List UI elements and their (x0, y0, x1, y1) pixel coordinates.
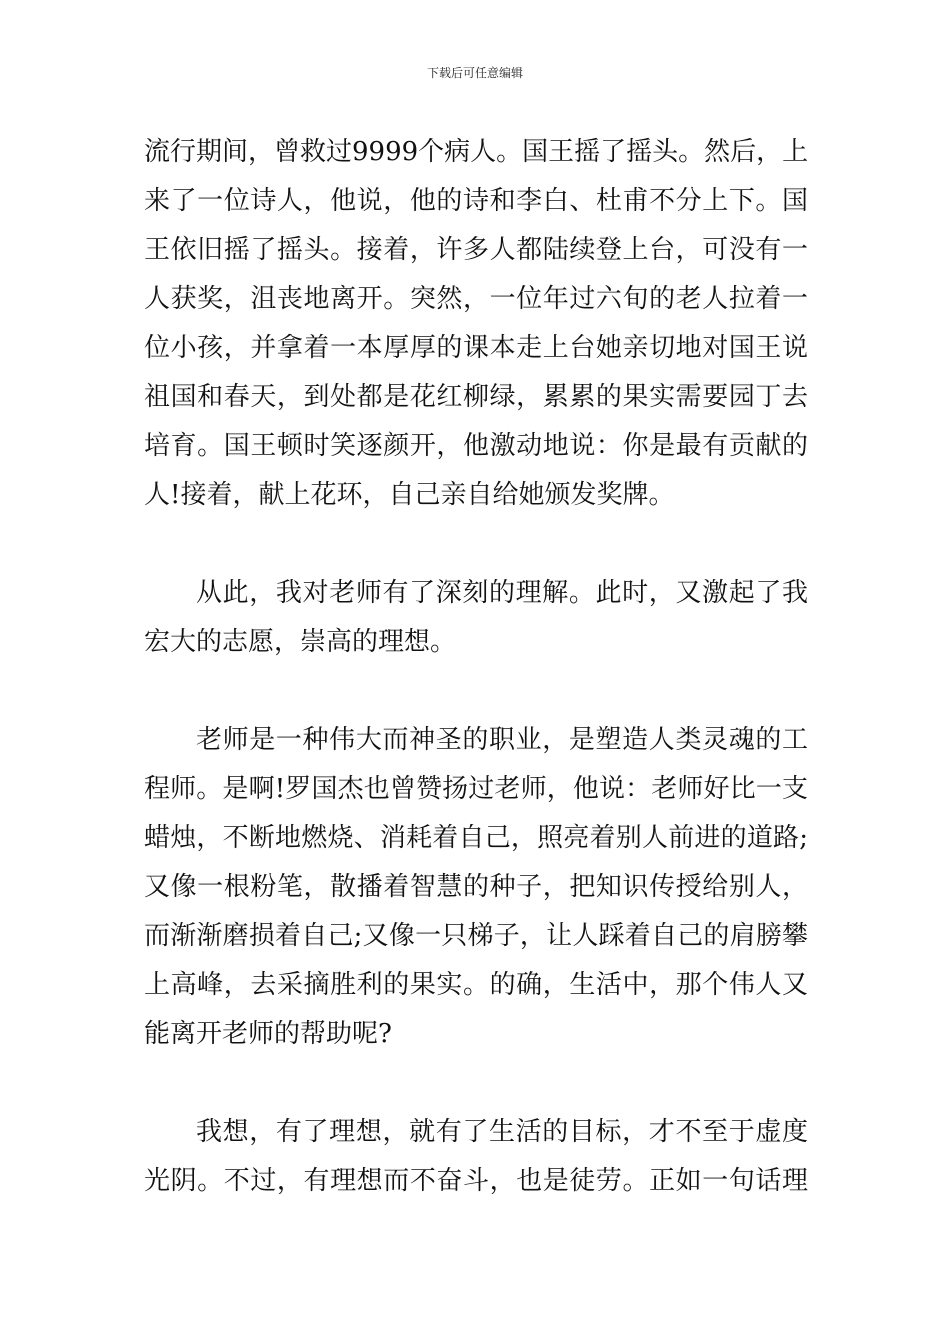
paragraph (144, 716, 808, 1059)
text-line: 老师是一种伟大而神圣的职业，是塑造人类灵魂的工 (196, 725, 808, 755)
text-line: 能离开老师的帮助呢? (144, 1019, 392, 1049)
text-line: 来了一位诗人，他说，他的诗和李白、杜甫不分上下。国 (144, 186, 808, 216)
document-body (144, 128, 808, 1206)
text-line: 我想，有了理想，就有了生活的目标，才不至于虚度 (196, 1117, 808, 1147)
page-header: 下载后可任意编辑 (426, 66, 523, 80)
text-line: 宏大的志愿，崇高的理想。 (144, 627, 457, 657)
paragraph (144, 569, 808, 667)
text-line: 祖国和春天，到处都是花红柳绿，累累的果实需要园丁去 (144, 382, 808, 412)
text-line: 王依旧摇了摇头。接着，许多人都陆续登上台，可没有一 (144, 235, 808, 265)
text-line: 光阴。不过，有理想而不奋斗，也是徒劳。正如一句话理 (144, 1166, 808, 1196)
text-line: 而渐渐磨损着自己;又像一只梯子，让人踩着自己的肩膀攀 (144, 921, 808, 951)
text-line: 上高峰，去采摘胜利的果实。的确，生活中，那个伟人又 (144, 970, 808, 1000)
text-line: 位小孩，并拿着一本厚厚的课本走上台她亲切地对国王说 (144, 333, 808, 363)
text-line: 又像一根粉笔，散播着智慧的种子，把知识传授给别人， (144, 872, 808, 902)
paragraph (144, 1108, 808, 1206)
paragraph (144, 128, 808, 520)
paragraph-spacer (144, 520, 808, 569)
text-line: 培育。国王顿时笑逐颜开，他激动地说：你是最有贡献的 (144, 431, 808, 461)
text-line: 人!接着，献上花环，自己亲自给她颁发奖牌。 (144, 480, 675, 510)
text-line: 蜡烛，不断地燃烧、消耗着自己，照亮着别人前进的道路; (144, 823, 808, 853)
text-line: 从此，我对老师有了深刻的理解。此时，又激起了我 (196, 578, 808, 608)
text-line: 流行期间，曾救过9999个病人。国王摇了摇头。然后，上 (144, 137, 809, 167)
paragraph-spacer (144, 1059, 808, 1108)
text-line: 程师。是啊!罗国杰也曾赞扬过老师，他说：老师好比一支 (144, 774, 808, 804)
text-line: 人获奖，沮丧地离开。突然，一位年过六旬的老人拉着一 (144, 284, 808, 314)
paragraph-spacer (144, 667, 808, 716)
